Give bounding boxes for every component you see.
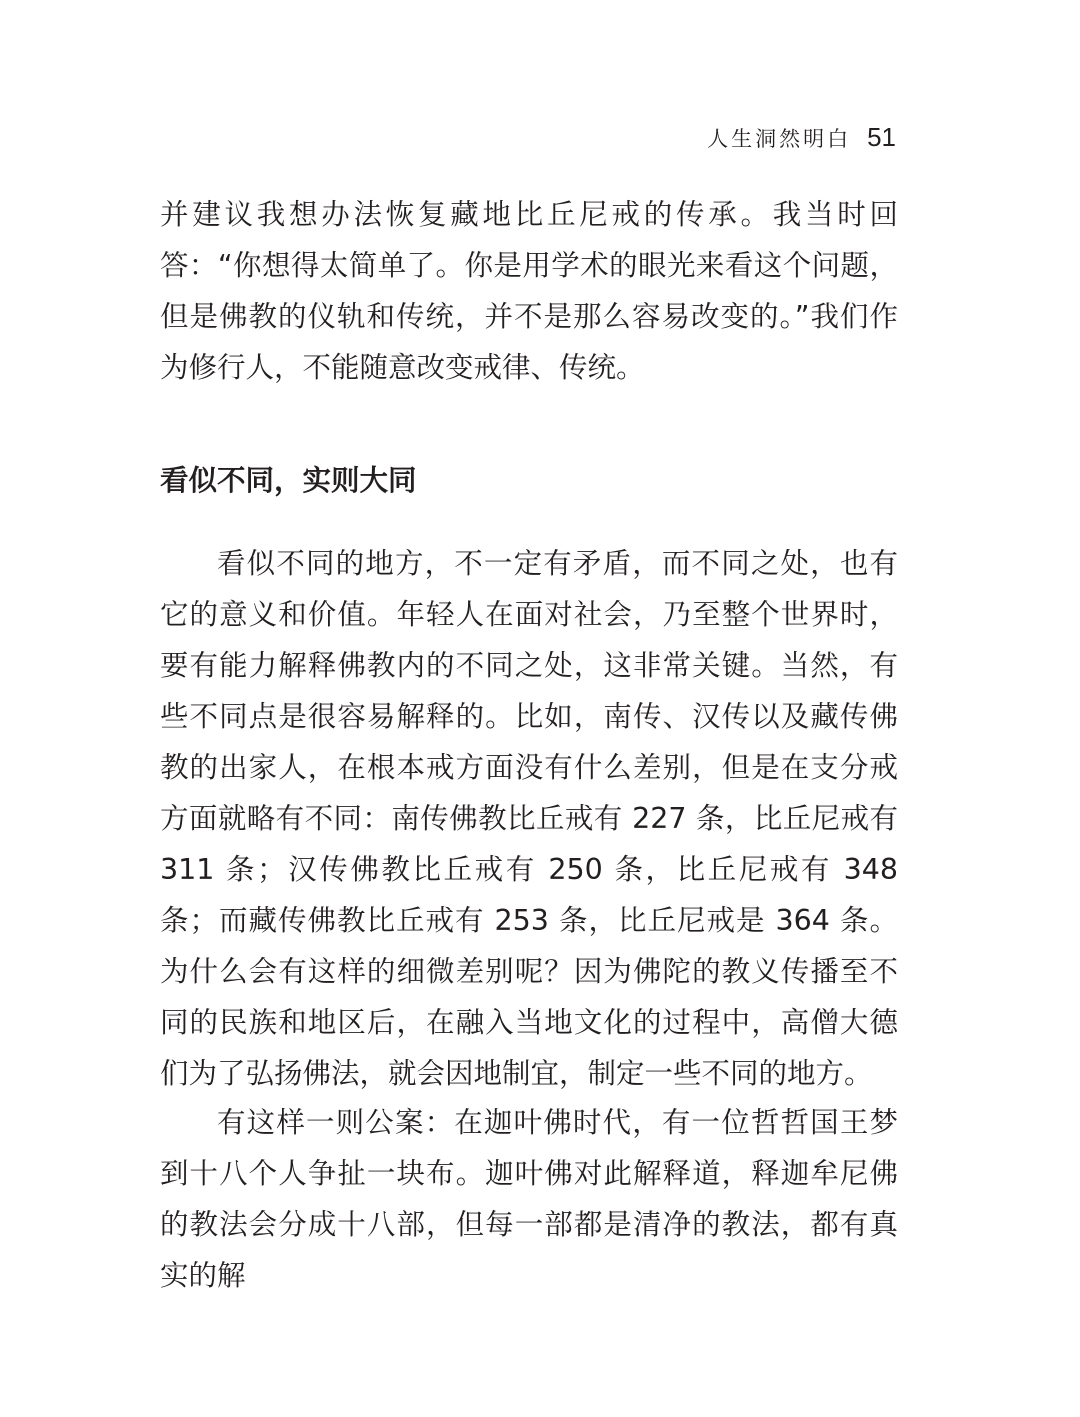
paragraph-different-appearances: 看似不同的地方，不一定有矛盾，而不同之处，也有它的意义和价值。年轻人在面对社会，乃至整个世界时，要有能力解释佛教内的不同之处，这非常关键。当然，有些不同点是很容易解释的。比如，南传、汉传以及藏传佛教的出家人，在根本戒方面没有什么差别，但是在支分戒方面就略有不同：南传佛教比丘戒有 227 条，比丘尼戒有 311 条；汉传佛教比丘戒有 250 条，比丘尼戒有 348 条；而藏传佛教比丘戒有 253 条，比丘尼戒是 364 条。为什么会有这样的细微差别呢？因为佛陀的教义传播至不同的民族和地区后，在融入当地文化的过程中，高僧大德们为了弘扬佛法，就会因地制宜，制定一些不同的地方。: [160, 547, 898, 1090]
running-header: [707, 122, 896, 153]
section-heading: 看似不同，实则大同: [160, 463, 417, 497]
paragraph-kashyapa-story: 有这样一则公案：在迦叶佛时代，有一位哲哲国王梦到十八个人争扯一块布。迦叶佛对此解释道，释迦牟尼佛的教法会分成十八部，但每一部都是清净的教法，都有真实的解: [160, 1106, 898, 1292]
page-number: 51: [867, 122, 896, 152]
running-title: 人生洞然明白: [707, 127, 852, 151]
paragraph-continuation: 并建议我想办法恢复藏地比丘尼戒的传承。我当时回答：“你想得太简单了。你是用学术的眼光来看这个问题，但是佛教的仪轨和传统，并不是那么容易改变的。”我们作为修行人，不能随意改变戒律、传统。: [160, 198, 898, 384]
